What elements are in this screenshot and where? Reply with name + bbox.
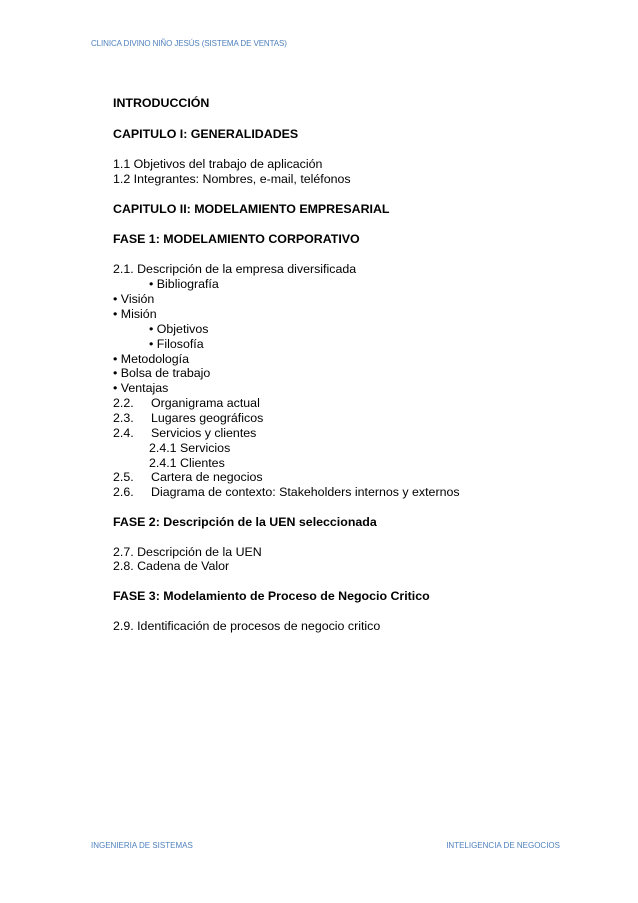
toc-item-2-4-1-clientes: 2.4.1 Clientes bbox=[149, 456, 225, 470]
toc-item-2-8: 2.8. Cadena de Valor bbox=[113, 559, 230, 573]
toc-text: Cartera de negocios bbox=[151, 470, 263, 484]
toc-text: Organigrama actual bbox=[151, 396, 260, 410]
page-header: CLINICA DIVINO NIÑO JESÚS (SISTEMA DE VENTAS) bbox=[91, 39, 287, 48]
toc-item-2-2 bbox=[113, 396, 260, 410]
toc-item-1-2: 1.2 Integrantes: Nombres, e-mail, teléfonos bbox=[113, 172, 351, 186]
toc-bullet-bibliografia: • Bibliografía bbox=[149, 277, 219, 291]
toc-bullet-ventajas: • Ventajas bbox=[113, 381, 169, 395]
heading-introduccion: INTRODUCCIÓN bbox=[113, 96, 210, 110]
toc-item-2-4-1-servicios: 2.4.1 Servicios bbox=[149, 441, 231, 455]
toc-item-1-1: 1.1 Objetivos del trabajo de aplicación bbox=[113, 157, 323, 171]
footer-right: INTELIGENCIA DE NEGOCIOS bbox=[446, 841, 560, 850]
toc-text: Diagrama de contexto: Stakeholders internos y externos bbox=[151, 485, 460, 499]
toc-bullet-bolsa-trabajo: • Bolsa de trabajo bbox=[113, 366, 211, 380]
heading-fase-3: FASE 3: Modelamiento de Proceso de Negocio Critico bbox=[113, 589, 430, 603]
toc-number: 2.6. bbox=[113, 485, 134, 499]
toc-bullet-mision: • Misión bbox=[113, 307, 157, 321]
toc-item-2-4 bbox=[113, 426, 256, 440]
toc-bullet-objetivos: • Objetivos bbox=[149, 322, 209, 336]
heading-fase-2: FASE 2: Descripción de la UEN seleccionada bbox=[113, 515, 377, 529]
heading-capitulo-1: CAPITULO I: GENERALIDADES bbox=[113, 127, 299, 141]
toc-number: 2.5. bbox=[113, 470, 134, 484]
toc-item-2-9: 2.9. Identificación de procesos de negocio critico bbox=[113, 619, 381, 633]
heading-fase-1: FASE 1: MODELAMIENTO CORPORATIVO bbox=[113, 232, 360, 246]
toc-text: Lugares geográficos bbox=[151, 411, 264, 425]
toc-bullet-vision: • Visión bbox=[113, 292, 155, 306]
toc-number: 2.3. bbox=[113, 411, 134, 425]
toc-item-2-7: 2.7. Descripción de la UEN bbox=[113, 545, 262, 559]
toc-item-2-3 bbox=[113, 411, 263, 425]
toc-number: 2.4. bbox=[113, 426, 134, 440]
toc-number: 2.2. bbox=[113, 396, 134, 410]
heading-capitulo-2: CAPITULO II: MODELAMIENTO EMPRESARIAL bbox=[113, 202, 390, 216]
footer-left: INGENIERIA DE SISTEMAS bbox=[91, 841, 193, 850]
toc-bullet-metodologia: • Metodología bbox=[113, 352, 189, 366]
toc-text: Servicios y clientes bbox=[151, 426, 257, 440]
toc-bullet-filosofia: • Filosofía bbox=[149, 337, 204, 351]
toc-item-2-6 bbox=[113, 485, 460, 499]
toc-item-2-1: 2.1. Descripción de la empresa diversificada bbox=[113, 262, 357, 276]
toc-item-2-5 bbox=[113, 470, 263, 484]
